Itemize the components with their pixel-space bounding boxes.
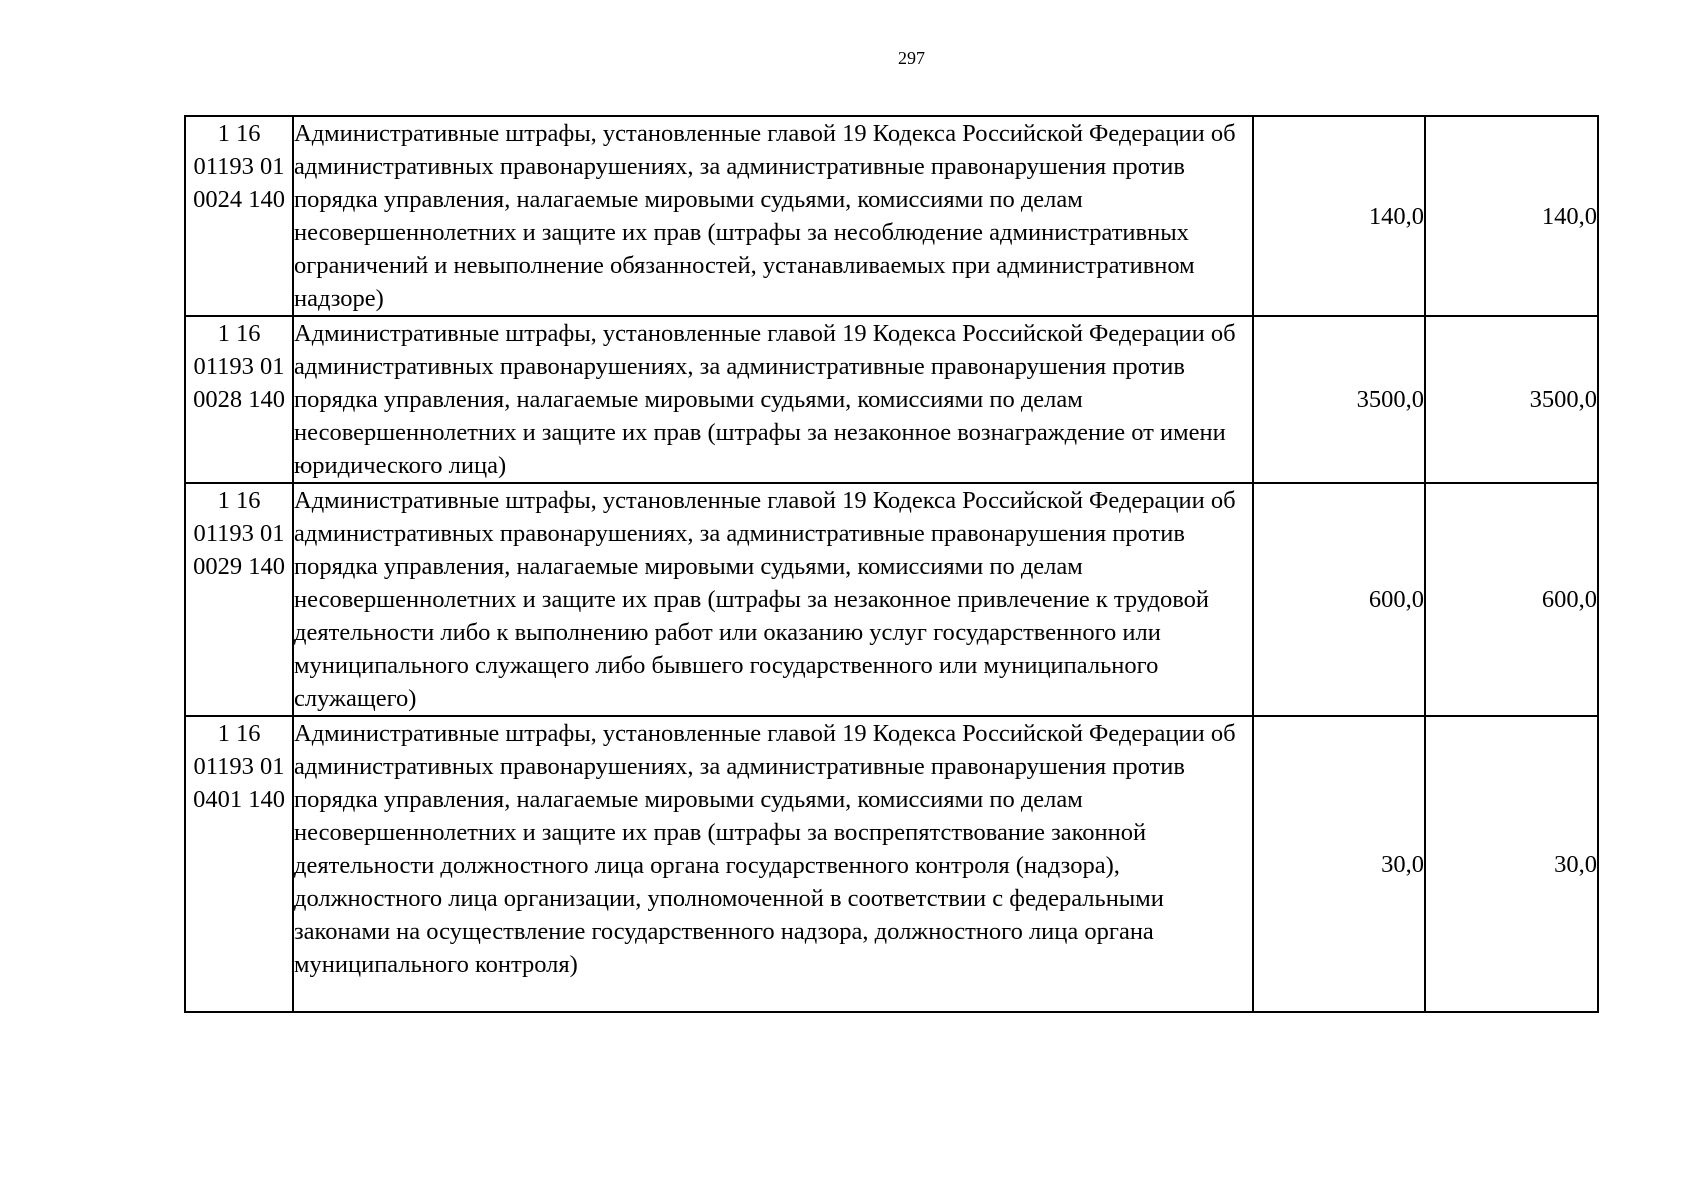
- code-line: 1 16: [217, 487, 261, 514]
- code-line: 0029 140: [193, 553, 285, 580]
- value-cell-2: 3500,0: [1425, 316, 1598, 483]
- code-cell: [185, 483, 293, 716]
- page-number: 297: [898, 48, 925, 68]
- code-line: 1 16: [217, 320, 261, 347]
- code-line: 01193 01: [193, 753, 285, 780]
- code-cell: [185, 716, 293, 1012]
- code-line: 01193 01: [193, 520, 285, 547]
- budget-table: [184, 115, 1599, 1013]
- code-line: 01193 01: [193, 353, 285, 380]
- value-cell-1: 600,0: [1253, 483, 1425, 716]
- code-cell: [185, 116, 293, 316]
- table-row: [185, 316, 1598, 483]
- value-cell-2: 140,0: [1425, 116, 1598, 316]
- value-cell-2: 30,0: [1425, 716, 1598, 1012]
- table-row: [185, 116, 1598, 316]
- code-line: 0024 140: [193, 186, 285, 213]
- description-cell: Административные штрафы, установленные главой 19 Кодекса Российской Федерации об административных правонарушениях, за административные правонарушения против порядка управления, налагаемые мировыми судьями, комиссиями по делам несовершеннолетних и защите их прав (штрафы за незаконное вознаграждение от имени юридического лица): [293, 316, 1253, 483]
- code-line: 01193 01: [193, 153, 285, 180]
- value-cell-2: 600,0: [1425, 483, 1598, 716]
- value-cell-1: 140,0: [1253, 116, 1425, 316]
- description-cell: Административные штрафы, установленные главой 19 Кодекса Российской Федерации об административных правонарушениях, за административные правонарушения против порядка управления, налагаемые мировыми судьями, комиссиями по делам несовершеннолетних и защите их прав (штрафы за воспрепятствование законной деятельности должностного лица органа государственного контроля (надзора), должностного лица организации, уполномоченной в соответствии с федеральными законами на осуществление государственного надзора, должностного лица органа муниципального контроля): [293, 716, 1253, 1012]
- code-line: 0401 140: [193, 786, 285, 813]
- code-line: 1 16: [217, 720, 261, 747]
- description-cell: Административные штрафы, установленные главой 19 Кодекса Российской Федерации об административных правонарушениях, за административные правонарушения против порядка управления, налагаемые мировыми судьями, комиссиями по делам несовершеннолетних и защите их прав (штрафы за незаконное привлечение к трудовой деятельности либо к выполнению работ или оказанию услуг государственного или муниципального служащего либо бывшего государственного или муниципального служащего): [293, 483, 1253, 716]
- code-line: 1 16: [217, 120, 261, 147]
- code-line: 0028 140: [193, 386, 285, 413]
- value-cell-1: 3500,0: [1253, 316, 1425, 483]
- table-row: [185, 483, 1598, 716]
- table-row: [185, 716, 1598, 1012]
- description-cell: Административные штрафы, установленные главой 19 Кодекса Российской Федерации об административных правонарушениях, за административные правонарушения против порядка управления, налагаемые мировыми судьями, комиссиями по делам несовершеннолетних и защите их прав (штрафы за несоблюдение административных ограничений и невыполнение обязанностей, устанавливаемых при административном надзоре): [293, 116, 1253, 316]
- value-cell-1: 30,0: [1253, 716, 1425, 1012]
- code-cell: [185, 316, 293, 483]
